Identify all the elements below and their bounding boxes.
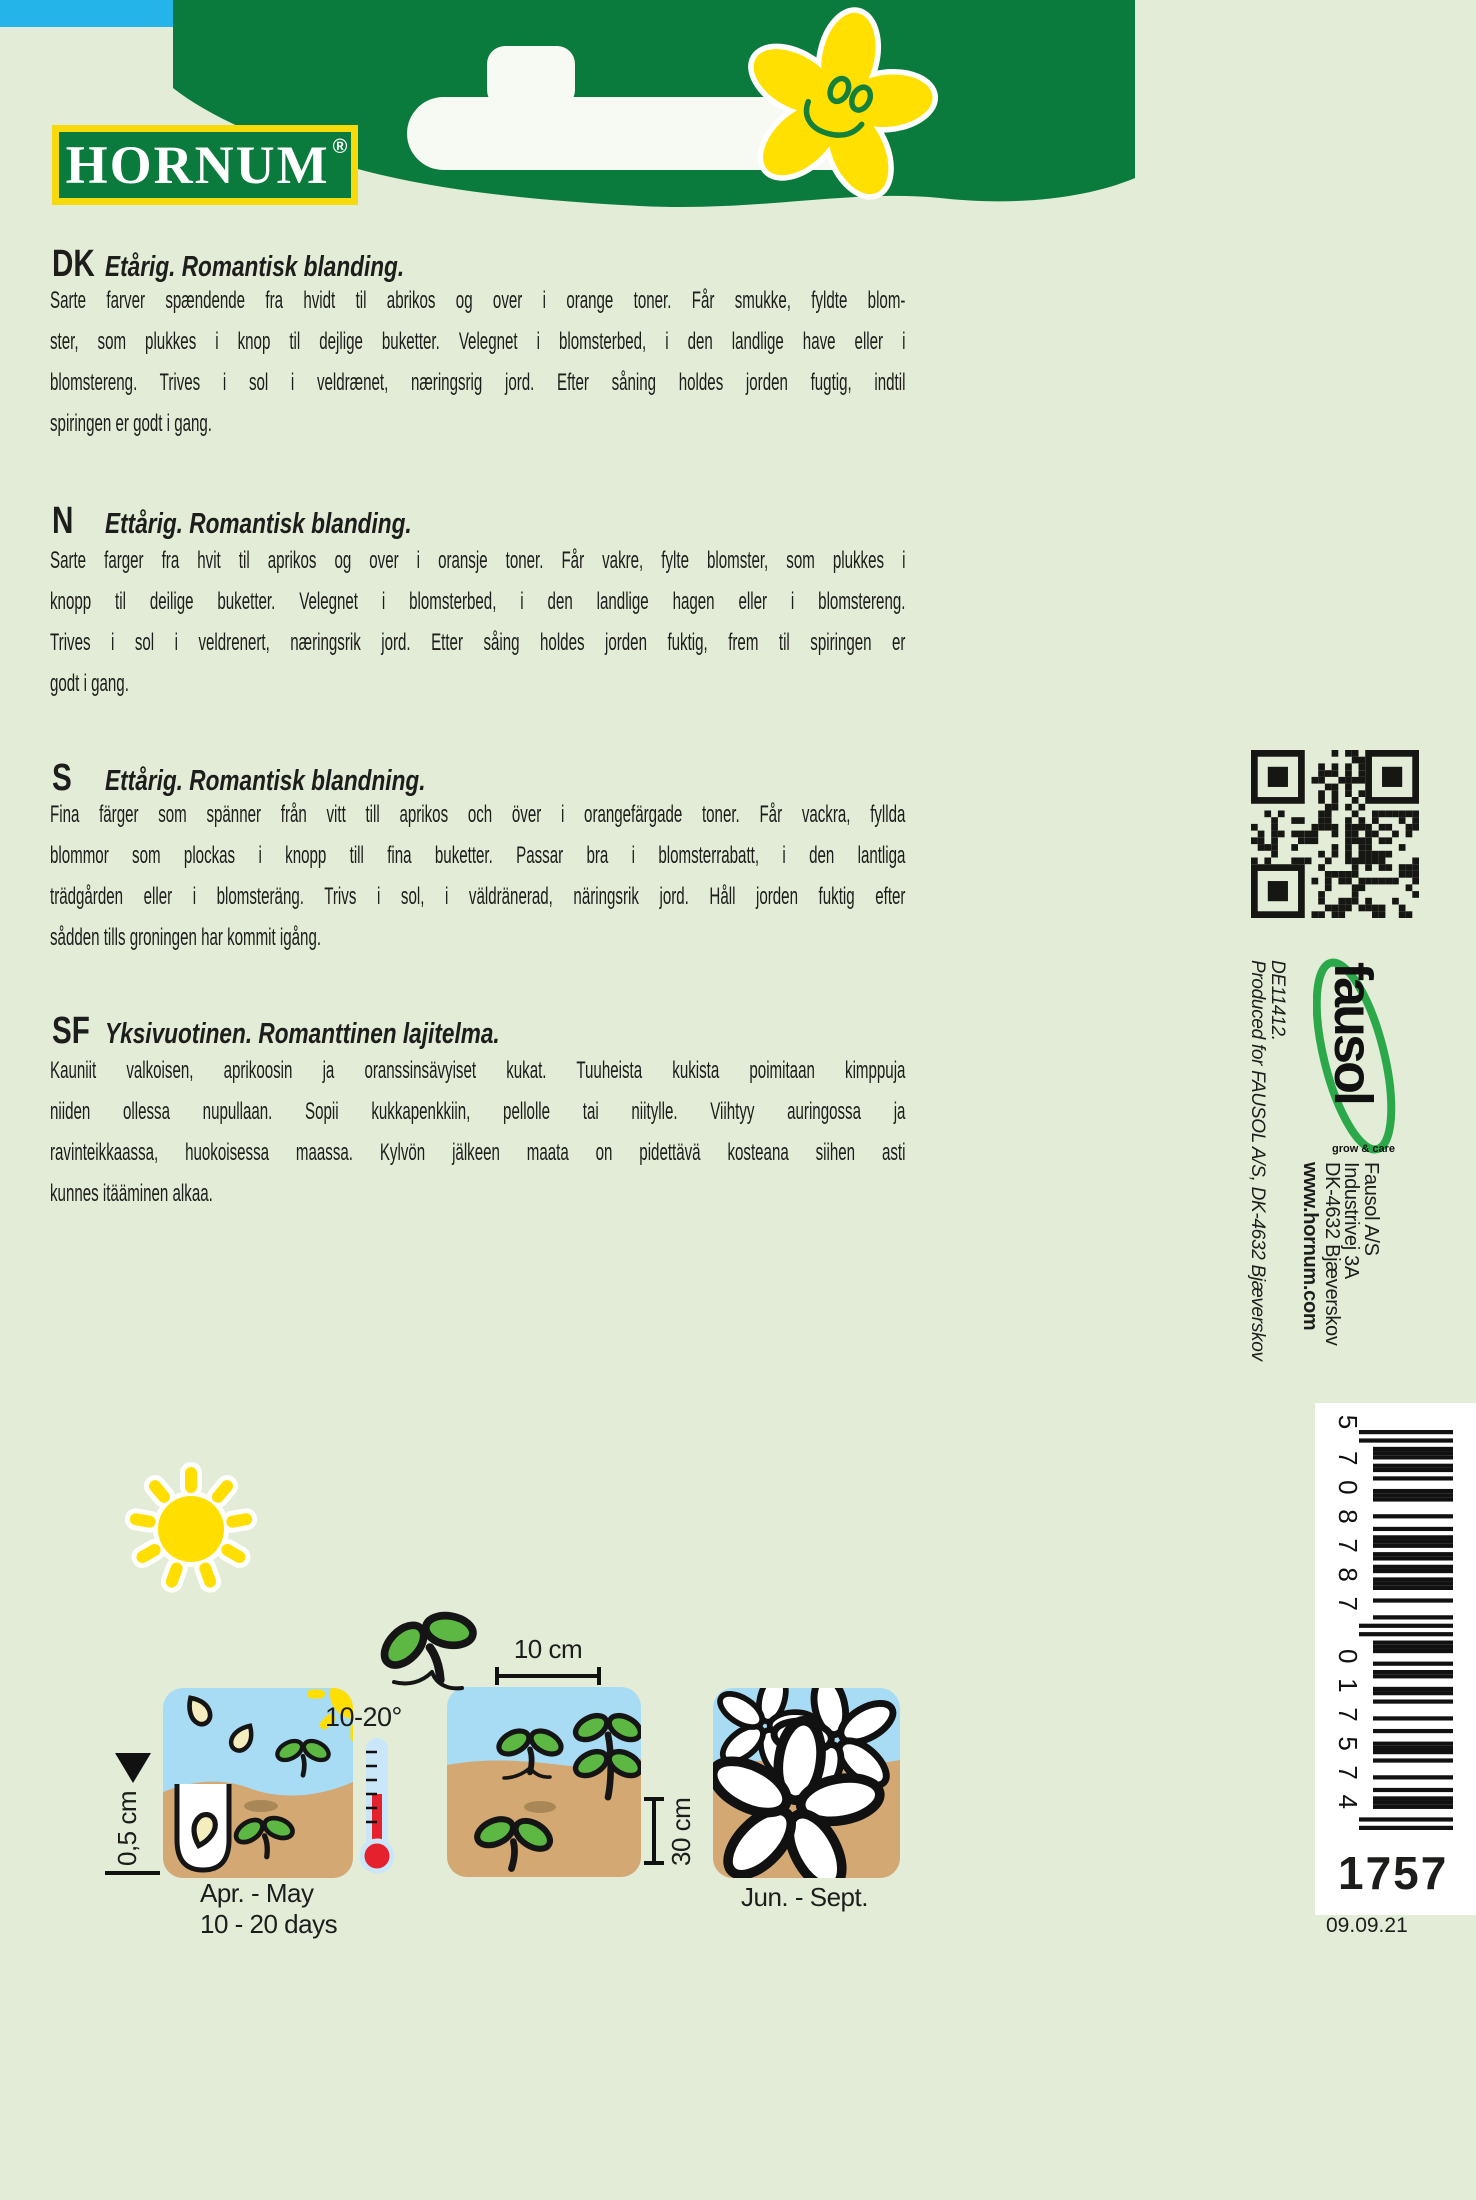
blue-strip bbox=[0, 0, 173, 27]
section-paragraph bbox=[50, 794, 905, 958]
text-line: niiden ollessa nupullaan. Sopii kukkapenkkiin, pellolle tai niitylle. Viihtyy auringossa ja bbox=[50, 1098, 906, 1125]
emerging-seedling bbox=[380, 1599, 489, 1696]
sowing-period-label: Apr. - May bbox=[200, 1878, 314, 1908]
lang-code: N bbox=[52, 500, 74, 542]
text-line: sådden tills groningen har kommit igång. bbox=[50, 924, 322, 951]
text-line: knopp til deilige buketter. Velegnet i blomsterbed, i den landlige hagen eller i blomstereng. bbox=[50, 588, 906, 615]
lang-code: SF bbox=[52, 1010, 90, 1052]
text-line: spiringen er godt i gang. bbox=[50, 410, 212, 437]
item-number: 1757 bbox=[1338, 1847, 1449, 1899]
spacing-label: 10 cm bbox=[513, 1634, 583, 1664]
height-bracket bbox=[640, 1795, 668, 1867]
fausol-wordmark: fausol bbox=[1323, 962, 1383, 1104]
svg-text:708787: 708787 bbox=[1335, 1451, 1363, 1611]
text-line: ster, som plukkes i knop til dejlige buketter. Velegnet i blomsterbed, i den landlige have eller i bbox=[50, 328, 906, 355]
section-title: Ettårig. Romantisk blandning. bbox=[105, 765, 426, 797]
fausol-logo bbox=[1313, 956, 1398, 1171]
text-line: Sarte farger fra hvit til aprikos og over i oransje toner. Får vakre, fylte blomster, som plukkes i bbox=[50, 547, 906, 574]
address-line: Industrivej 3A bbox=[1340, 1162, 1363, 1279]
temperature-label: 10-20° bbox=[325, 1702, 402, 1732]
brand-logo bbox=[52, 125, 358, 205]
flowering-period-label: Jun. - Sept. bbox=[741, 1882, 868, 1912]
spacing-bracket bbox=[493, 1666, 603, 1686]
section-title: Ettårig. Romantisk blanding. bbox=[105, 508, 412, 540]
website: www.hornum.com bbox=[1299, 1162, 1322, 1331]
lang-code: DK bbox=[52, 243, 95, 285]
text-line: blommor som plockas i knopp till fina buketter. Passar bra i blomsterrabatt, i den lantliga bbox=[50, 842, 906, 869]
flowering-pictogram bbox=[713, 1688, 900, 1878]
qr-code bbox=[1251, 750, 1419, 918]
lang-code: S bbox=[52, 757, 72, 799]
text-line: Kauniit valkoisen, aprikoosin ja oranssinsävyiset kukat. Tuuheista kukista poimitaan kimppuja bbox=[50, 1057, 906, 1084]
brand-name: HORNUM bbox=[65, 135, 330, 195]
registered-mark: ® bbox=[332, 135, 348, 158]
section-paragraph bbox=[50, 1050, 905, 1214]
section-paragraph bbox=[50, 540, 905, 704]
sun-icon bbox=[124, 1462, 258, 1596]
address-line: DK-4632 Bjæverskov bbox=[1321, 1162, 1343, 1346]
text-line: godt i gang. bbox=[50, 670, 129, 697]
text-line: Sarte farver spændende fra hvidt til abrikos og over i orange toner. Får smukke, fyldte blom- bbox=[50, 287, 906, 314]
produced-for: Produced for FAUSOL A/S, DK-4632 Bjæverskov bbox=[1247, 960, 1268, 1361]
text-line: Trives i sol i veldrenert, næringsrik jord. Etter såing holdes jorden fuktig, frem til spiringen er bbox=[50, 629, 906, 656]
germination-label: 10 - 20 days bbox=[200, 1909, 338, 1939]
svg-text:017574: 017574 bbox=[1335, 1649, 1363, 1809]
text-line: ravinteikkaassa, huokoisessa maassa. Kylvön jälkeen maata on pidettävä kosteana siihen asti bbox=[50, 1139, 906, 1166]
batch-info bbox=[1247, 960, 1287, 1438]
fausol-tagline: grow & care bbox=[1332, 1143, 1395, 1155]
depth-label: 0,5 cm bbox=[112, 1790, 142, 1866]
text-line: kunnes itääminen alkaa. bbox=[50, 1180, 213, 1207]
text-line: blomstereng. Trives i sol i veldrænet, næringsrig jord. Efter såning holdes jorden fugtig, indtil bbox=[50, 369, 906, 396]
producer-address bbox=[1298, 1162, 1380, 1434]
text-line: trädgården eller i blomsteräng. Trivs i sol, i väldränerad, näringsrik jord. Håll jorden fuktig efter bbox=[50, 883, 906, 910]
ean-barcode bbox=[1335, 1415, 1455, 1845]
svg-text:5: 5 bbox=[1335, 1415, 1363, 1430]
header-band bbox=[0, 0, 1476, 245]
address-line: Fausol A/S bbox=[1360, 1162, 1382, 1256]
section-title: Yksivuotinen. Romanttinen lajitelma. bbox=[105, 1018, 500, 1050]
section-title: Etårig. Romantisk blanding. bbox=[105, 251, 405, 283]
text-line: Fina färger som spänner från vitt till aprikos och över i orangefärgade toner. Får vackra, fyllda bbox=[50, 801, 906, 828]
height-label: 30 cm bbox=[666, 1797, 696, 1866]
print-date: 09.09.21 bbox=[1326, 1914, 1408, 1937]
section-paragraph bbox=[50, 280, 905, 444]
batch-number: DE11412. bbox=[1267, 960, 1288, 1041]
